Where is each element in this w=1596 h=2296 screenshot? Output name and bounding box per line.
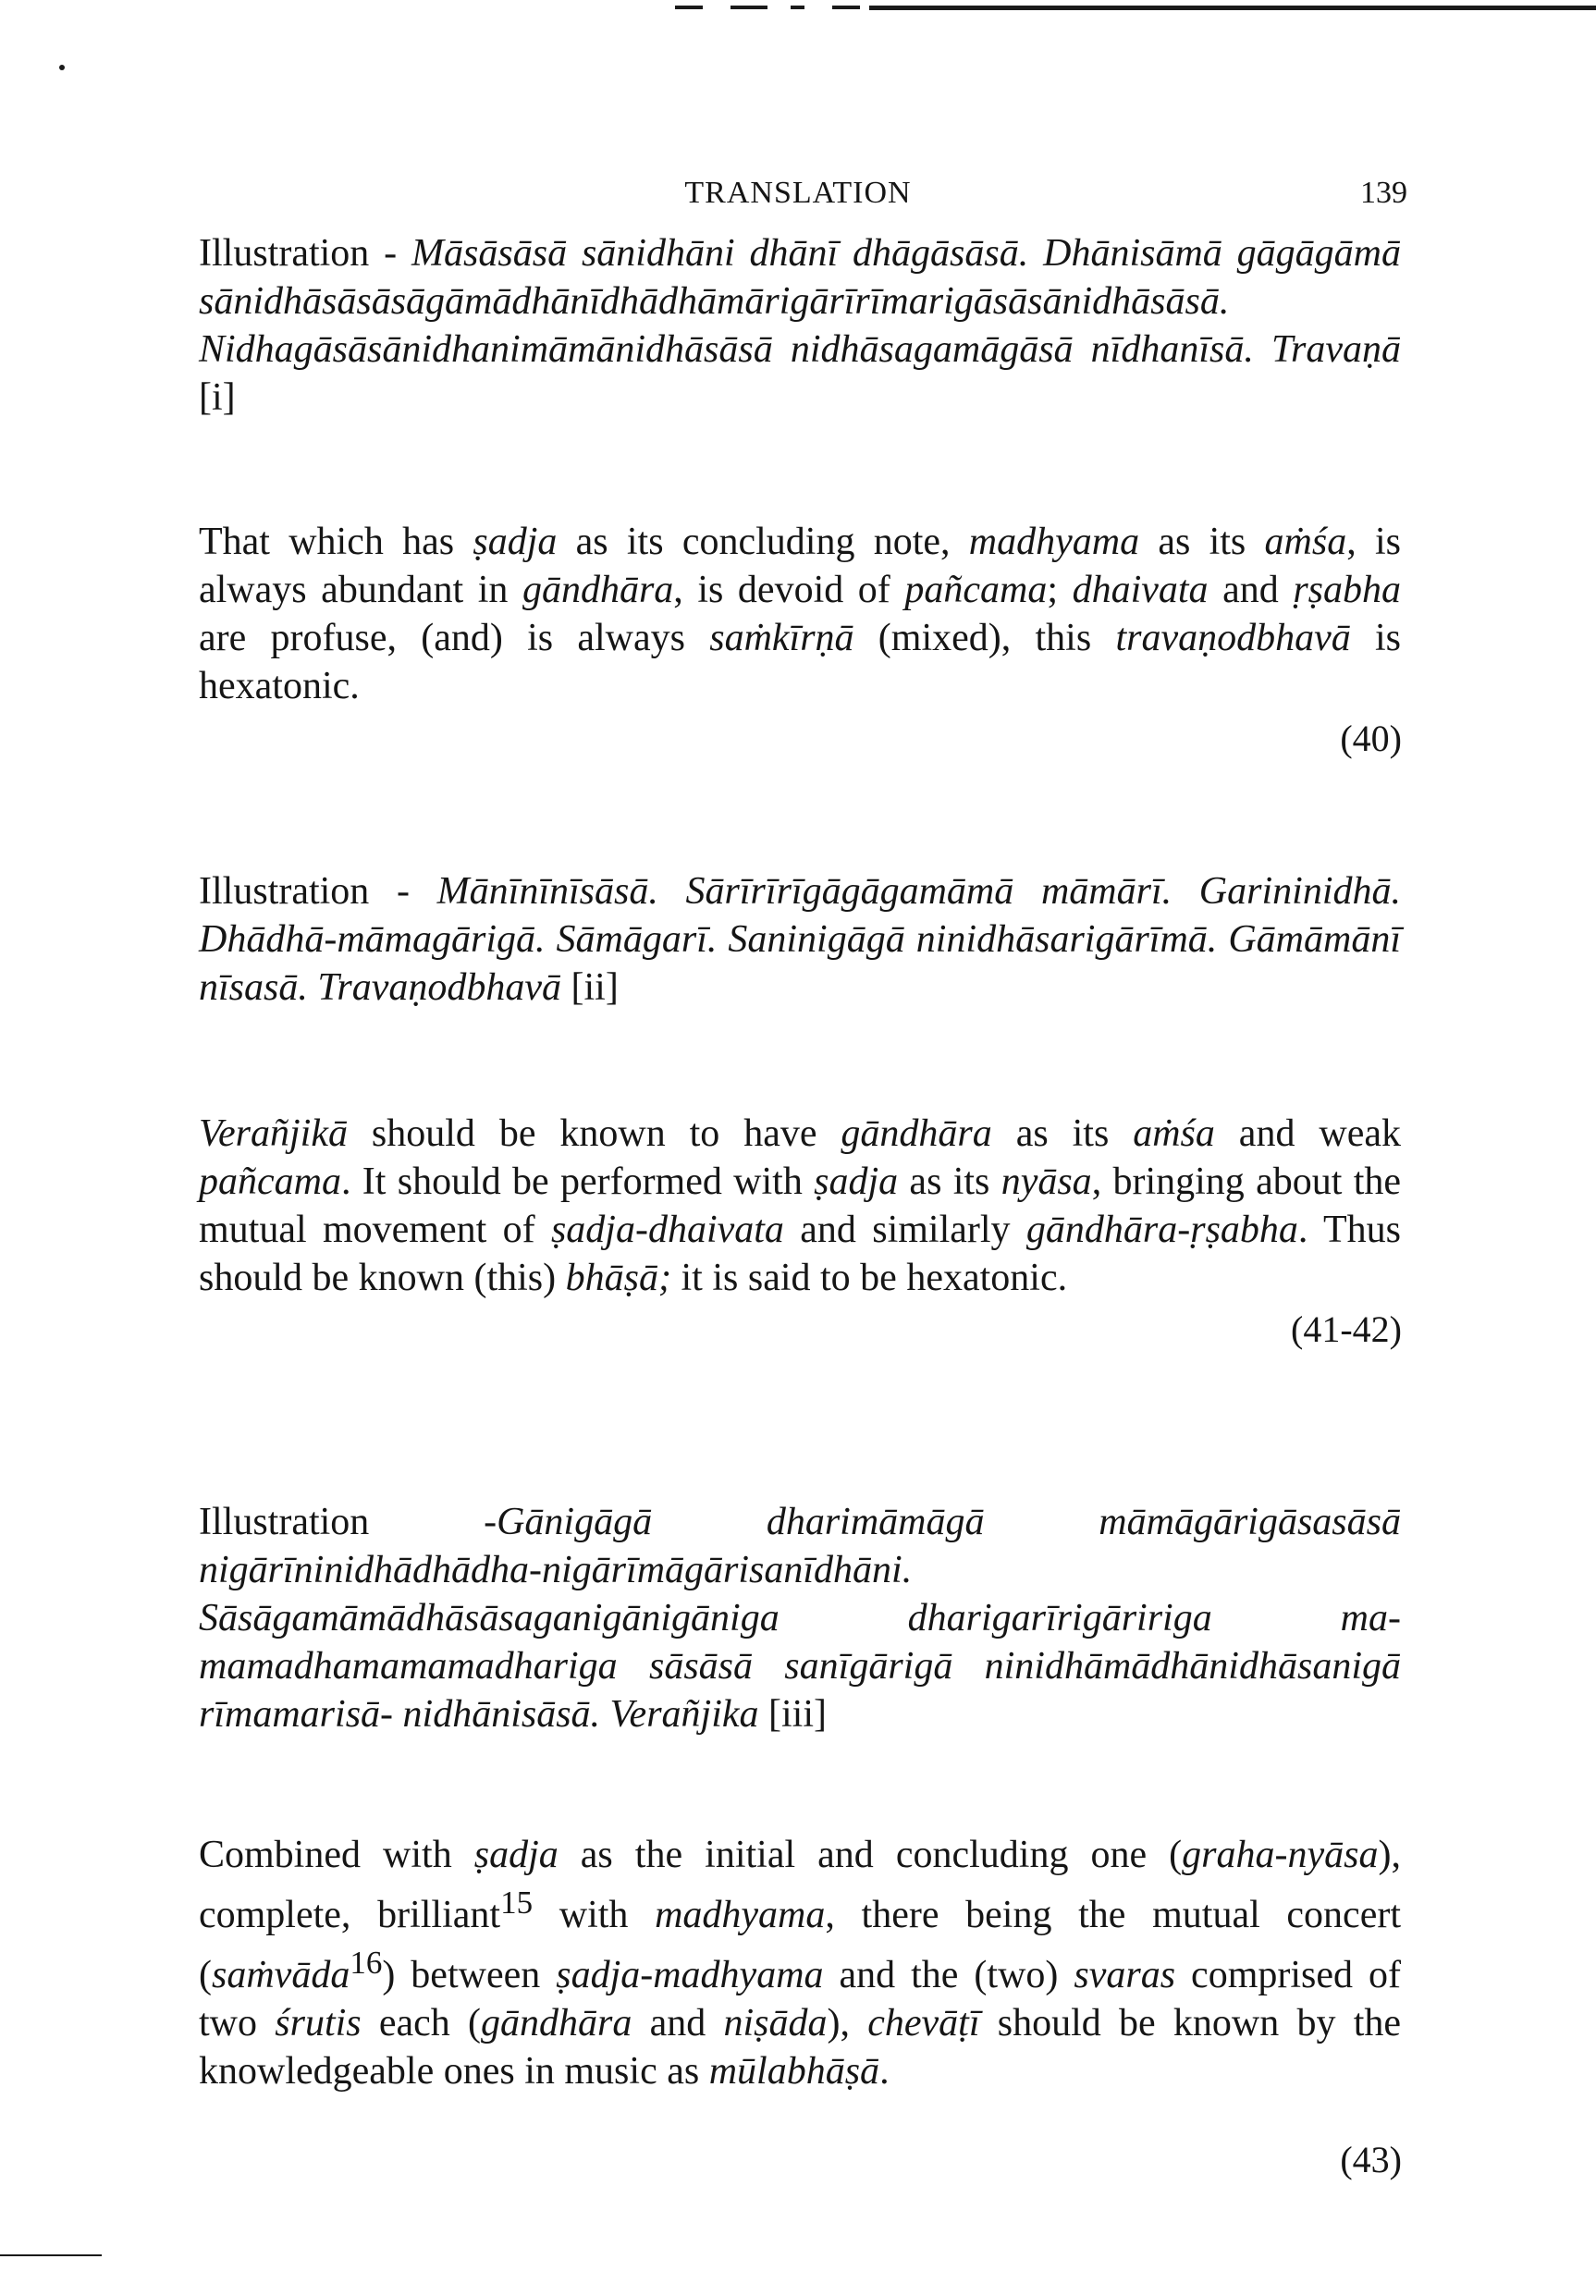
- verse-number-41-42: (41-42): [1291, 1308, 1402, 1350]
- verse-number-40: (40): [1340, 718, 1402, 759]
- scan-speck: [59, 65, 65, 70]
- verse-40-paragraph: That which has ṣadja as its concluding note, madhyama as its aṁśa, is always abundant in gāndhāra, is devoid of pañcama; dhaivata and ṛṣabha are profuse, (and) is always saṁkīrṇā (mixed), this travaṇodbhavā is hexatonic.: [199, 521, 1402, 707]
- illustration-2: Illustration - Mānīnīnīsāsā. Sārīrīrīgāgāgamāmā māmārī. Garininidhā. Dhādhā-māmagārigā. Sāmāgarī. Saninigāgā ninidhāsarigārīmā. Gāmāmānī nīsasā. Travaṇodbhavā [ii]: [199, 870, 1401, 1009]
- footnote-marker-16: 16: [350, 1945, 383, 1981]
- verse-number-43: (43): [1340, 2139, 1402, 2180]
- running-header: TRANSLATION: [684, 176, 912, 210]
- top-scan-dash: [730, 6, 767, 9]
- top-scan-dash: [832, 6, 860, 9]
- top-scan-line: [869, 6, 1596, 10]
- footnote-marker-15: 15: [500, 1885, 534, 1921]
- illustration-3: Illustration -Gānigāgā dharimāmāgā māmāgārigāsasāsā nigārīninidhādhādha-nigārīmāgārisanīdhāni. Sāsāgamāmādhāsāsaganigānigāniga dharigarīrigāririga ma-mamadhamamamadhariga sāsāsā sanīgārigā ninidhāmādhānidhāsanigā rīmamarisā- nidhānisāsā. Verañjika [iii]: [199, 1501, 1401, 1736]
- top-scan-dash: [675, 6, 703, 9]
- illustration-1: Illustration - Māsāsāsā sānidhāni dhānī dhāgāsāsā. Dhānisāmā gāgāgāmā sānidhāsāsāsāgāmādhānīdhādhāmārigārīrīmarigāsāsānidhāsāsā. Nidhagāsāsānidhanimāmānidhāsāsā nidhāsagamāgāsā nīdhanīsā. Travaṇā [i]: [199, 232, 1401, 419]
- page-number: 139: [1360, 176, 1407, 210]
- verse-43-paragraph: Combined with ṣadja as the initial and concluding one (graha-nyāsa), complete, brilliant$^{15}$ with madhyama, there being the mutual concert (saṁvāda$^{16}$) between ṣadja-madhyama and the (two) svaras comprised of two śrutis each (gāndhāra and niṣāda), chevāṭī should be known by the knowledgeable ones in music as mūlabhāṣā.: [199, 1834, 1401, 2093]
- footer-rule: [0, 2254, 102, 2256]
- top-scan-dash: [791, 6, 804, 9]
- verse-41-42-paragraph: Verañjikā should be known to have gāndhāra as its aṁśa and weak pañcama. It should be performed with ṣadja as its nyāsa, bringing about the mutual movement of ṣadja-dhaivata and similarly gāndhāra-ṛṣabha. Thus should be known (this) bhāṣā; it is said to be hexatonic.: [199, 1112, 1402, 1299]
